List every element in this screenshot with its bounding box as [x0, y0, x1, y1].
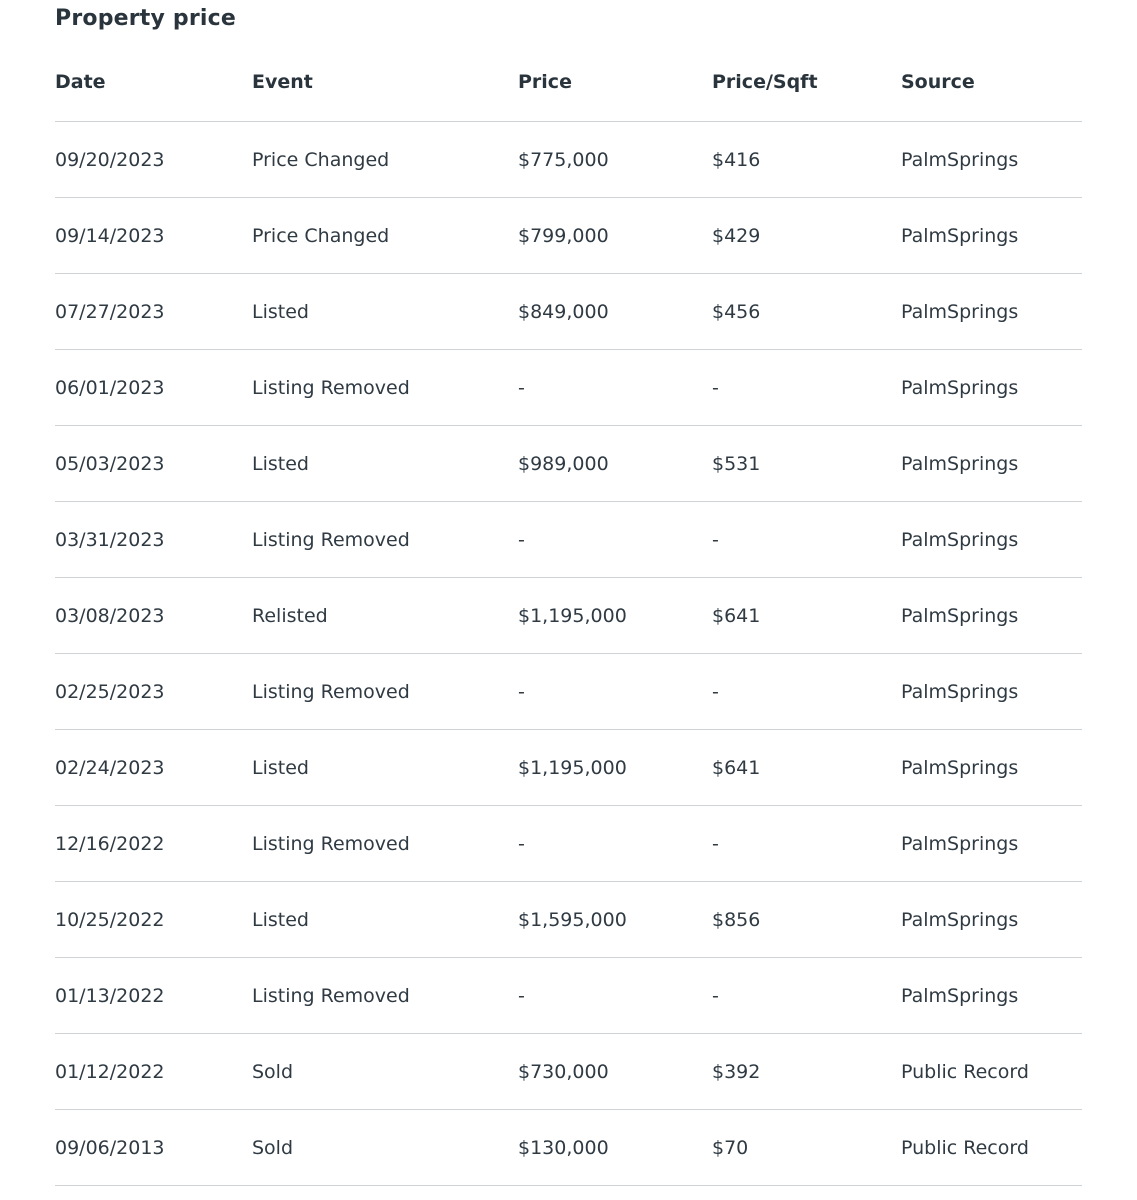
table-row — [55, 502, 1082, 578]
cell-source: PalmSprings — [901, 376, 1019, 399]
cell-event: Sold — [252, 1136, 294, 1159]
cell-price: - — [518, 680, 525, 703]
cell-date: 09/20/2023 — [55, 148, 165, 171]
table-row — [55, 806, 1082, 882]
column-header-source: Source — [901, 71, 975, 93]
cell-date: 12/16/2022 — [55, 832, 165, 855]
cell-price-sqft: - — [712, 528, 719, 551]
cell-price-sqft: $416 — [712, 148, 761, 171]
table-row — [55, 198, 1082, 274]
table-row — [55, 578, 1082, 654]
table-header-row — [55, 44, 1082, 122]
cell-date: 02/24/2023 — [55, 756, 165, 779]
cell-price-sqft: $456 — [712, 300, 761, 323]
table-row — [55, 958, 1082, 1034]
table-row — [55, 654, 1082, 730]
price-history-table — [55, 44, 1082, 1186]
cell-event: Listing Removed — [252, 984, 410, 1007]
cell-date: 07/27/2023 — [55, 300, 165, 323]
cell-date: 03/08/2023 — [55, 604, 165, 627]
cell-price-sqft: - — [712, 376, 719, 399]
cell-price: $799,000 — [518, 224, 609, 247]
cell-price-sqft: $641 — [712, 756, 761, 779]
cell-date: 01/12/2022 — [55, 1060, 165, 1083]
cell-price: $1,195,000 — [518, 756, 627, 779]
cell-source: PalmSprings — [901, 908, 1019, 931]
cell-price: $730,000 — [518, 1060, 609, 1083]
cell-event: Relisted — [252, 604, 328, 627]
cell-price-sqft: - — [712, 832, 719, 855]
cell-event: Listed — [252, 300, 309, 323]
cell-price: $775,000 — [518, 148, 609, 171]
cell-price-sqft: $531 — [712, 452, 761, 475]
cell-event: Listing Removed — [252, 376, 410, 399]
cell-date: 09/06/2013 — [55, 1136, 165, 1159]
cell-price: - — [518, 528, 525, 551]
cell-price-sqft: $641 — [712, 604, 761, 627]
cell-price: - — [518, 984, 525, 1007]
cell-source: PalmSprings — [901, 148, 1019, 171]
table-row — [55, 730, 1082, 806]
cell-source: PalmSprings — [901, 756, 1019, 779]
column-header-date: Date — [55, 71, 106, 93]
cell-source: PalmSprings — [901, 528, 1019, 551]
cell-date: 09/14/2023 — [55, 224, 165, 247]
cell-event: Price Changed — [252, 224, 390, 247]
table-row — [55, 274, 1082, 350]
table-row — [55, 1034, 1082, 1110]
cell-date: 05/03/2023 — [55, 452, 165, 475]
section-title: Property price — [55, 6, 237, 31]
cell-price: $989,000 — [518, 452, 609, 475]
cell-source: PalmSprings — [901, 452, 1019, 475]
cell-price-sqft: $70 — [712, 1136, 749, 1159]
cell-price-sqft: - — [712, 984, 719, 1007]
cell-event: Listed — [252, 908, 309, 931]
cell-source: PalmSprings — [901, 604, 1019, 627]
cell-event: Listing Removed — [252, 680, 410, 703]
table-row — [55, 350, 1082, 426]
cell-price: $1,595,000 — [518, 908, 627, 931]
cell-price-sqft: - — [712, 680, 719, 703]
cell-event: Listed — [252, 756, 309, 779]
column-header-event: Event — [252, 71, 313, 93]
cell-price: $1,195,000 — [518, 604, 627, 627]
cell-date: 10/25/2022 — [55, 908, 165, 931]
cell-event: Price Changed — [252, 148, 390, 171]
table-row — [55, 122, 1082, 198]
cell-price: - — [518, 376, 525, 399]
cell-event: Sold — [252, 1060, 294, 1083]
cell-source: PalmSprings — [901, 224, 1019, 247]
cell-source: Public Record — [901, 1136, 1029, 1159]
cell-price: - — [518, 832, 525, 855]
cell-price-sqft: $429 — [712, 224, 761, 247]
cell-event: Listed — [252, 452, 309, 475]
cell-date: 01/13/2022 — [55, 984, 165, 1007]
column-header-price-sqft: Price/Sqft — [712, 71, 818, 93]
cell-date: 06/01/2023 — [55, 376, 165, 399]
cell-price-sqft: $856 — [712, 908, 761, 931]
cell-date: 03/31/2023 — [55, 528, 165, 551]
cell-price-sqft: $392 — [712, 1060, 761, 1083]
cell-event: Listing Removed — [252, 832, 410, 855]
cell-price: $130,000 — [518, 1136, 609, 1159]
cell-source: PalmSprings — [901, 832, 1019, 855]
table-row — [55, 882, 1082, 958]
cell-source: Public Record — [901, 1060, 1029, 1083]
cell-source: PalmSprings — [901, 984, 1019, 1007]
cell-source: PalmSprings — [901, 300, 1019, 323]
cell-event: Listing Removed — [252, 528, 410, 551]
cell-price: $849,000 — [518, 300, 609, 323]
cell-source: PalmSprings — [901, 680, 1019, 703]
table-row — [55, 1110, 1082, 1186]
column-header-price: Price — [518, 71, 572, 93]
table-row — [55, 426, 1082, 502]
cell-date: 02/25/2023 — [55, 680, 165, 703]
